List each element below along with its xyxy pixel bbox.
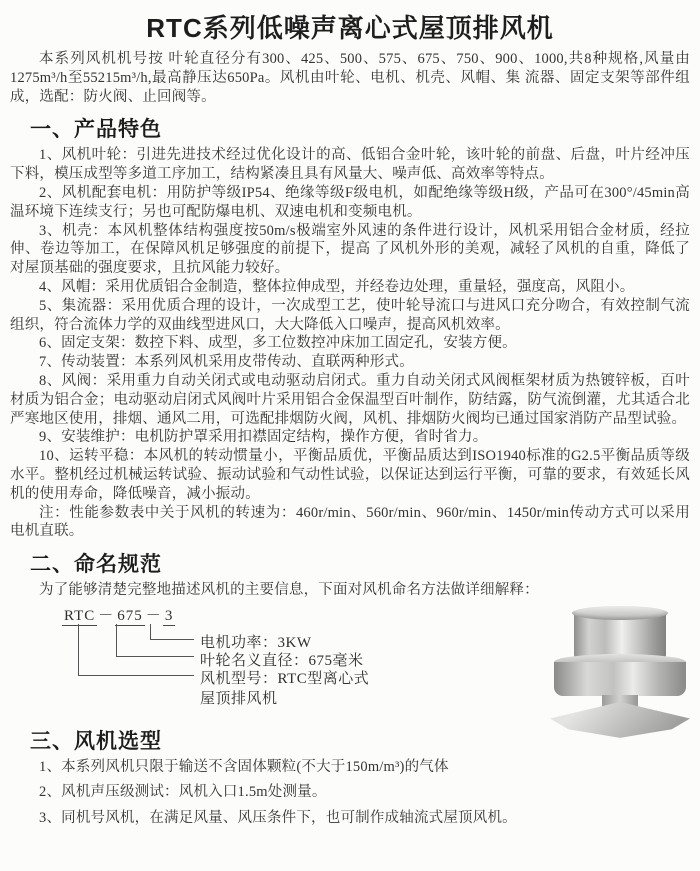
model-code-dash: －	[98, 607, 115, 624]
connector-line-model-type	[78, 624, 194, 676]
naming-intro: 为了能够清楚完整地描述风机的主要信息，下面对风机命名方法做详细解释：	[39, 582, 539, 599]
selection-item: 2、风机声压级测试：风机入口1.5m处测量。	[39, 784, 327, 801]
fan-base-plate	[550, 702, 690, 738]
feature-item: 8、风阀：采用重力自动关闭式或电动驱动启闭式。重力自动关闭式风阀框架材质为热镀锌板，百叶材质为铝合金；电动驱动启闭式风阀叶片采用铝合金保温型百叶制作，防结露，防气流倒灌，尤其适合北严寒地区使用，排烟、通风二用，可选配排烟防火阀，风机、排烟防火阀均已通过国家消防产品型试验。	[10, 372, 690, 427]
model-code-series: RTC	[64, 607, 96, 624]
page-title: RTC系列低噪声离心式屋顶排风机	[146, 13, 554, 43]
section-heading-naming: 二、命名规范	[30, 553, 162, 577]
model-naming-diagram	[10, 604, 690, 718]
features-note: 注：性能参数表中关于风机的转速为：460r/min、560r/min、960r/min、1450r/min传动方式可以采用电机直联。	[10, 504, 690, 540]
label-model-type-line2: 屋顶排风机	[200, 690, 278, 707]
feature-item: 6、固定支架：数控下料、成型，多工位数控冲床加工固定孔，安装方便。	[39, 335, 517, 352]
model-code-diameter: 675	[117, 607, 143, 624]
model-code	[62, 604, 175, 625]
selection-item: 1、本系列风机只限于输送不含固体颗粒(不大于150m/m³)的气体	[39, 758, 449, 775]
feature-item: 3、机壳：本风机整体结构强度按50m/s极端室外风速的条件进行设计，风机采用铝合金材质，经拉伸、卷边等加工，在保障风机足够强度的前提下，提高 了风机外形的美观，减轻了风机的自重，降低了对屋顶基础的强度要求，且抗风能力较好。	[10, 222, 690, 277]
section-heading-selection: 三、风机选型	[30, 729, 162, 753]
intro-paragraph: 本系列风机机号按 叶轮直径分有300、425、500、575、675、750、900、1000,共8种规格,风量由1275m³/h至55215m³/h,最高静压达650Pa。风机由叶轮、电机、机壳、风帽、集 流器、固定支架等部件组成，选配：防火阀、止回阀等。	[10, 51, 690, 105]
label-motor-power: 电机功率：3KW	[200, 634, 312, 651]
model-code-dash: －	[145, 607, 162, 624]
product-photo-roof-fan	[546, 606, 694, 738]
feature-item: 5、集流器：采用优质合理的设计，一次成型工艺，使叶轮导流口与进风口充分吻合，有效控制气流组织，符合流体力学的双曲线型进风口，大大降低入口噪声，提高风机效率。	[10, 297, 690, 333]
feature-item: 2、风机配套电机：用防护等级IP54、绝缘等级F级电机，如配绝缘等级H级，产品可在300°/45min高温环境下连续支行；另也可配防爆电机、双速电机和变频电机。	[10, 184, 690, 220]
feature-item: 4、风帽：采用优质铝合金制造，整体拉伸成型，并经卷边处理，重量轻，强度高，风阻小。	[39, 278, 635, 295]
fan-hood-cap	[572, 606, 668, 620]
feature-item: 1、风机叶轮：引进先进技术经过优化设计的高、低铝合金叶轮，该叶轮的前盘、后盘，叶片经冲压下料，模压成型等多道工序加工，结构紧凑且具有风量大、噪声低、高效率等特点。	[10, 147, 690, 183]
feature-item: 9、安装维护：电机防护罩采用扣襟固定结构，操作方便，省时省力。	[39, 429, 488, 446]
model-code-power: 3	[164, 607, 174, 624]
feature-item: 7、传动装置：本系列风机采用皮带传动、直联两种形式。	[39, 354, 414, 371]
feature-item: 10、运转平稳：本风机的转动惯量小，平衡品质优，平衡品质达到ISO1940标准的G2.5平衡品质等级水平。整机经过机械运转试验、振动试验和气动性试验，以保证达到运行平衡，可靠的要求，有效延长风机的使用寿命，降低噪音，减小振动。	[10, 448, 690, 502]
section-heading-features: 一、产品特色	[30, 118, 162, 142]
fan-drum-body	[554, 662, 686, 696]
label-impeller-diameter: 叶轮名义直径：675毫米	[200, 652, 364, 669]
selection-item: 3、同机号风机，在满足风量、风压条件下，也可制作成轴流式屋顶风机。	[39, 809, 517, 826]
label-model-type-line1: 风机型号：RTC型离心式	[200, 670, 370, 687]
